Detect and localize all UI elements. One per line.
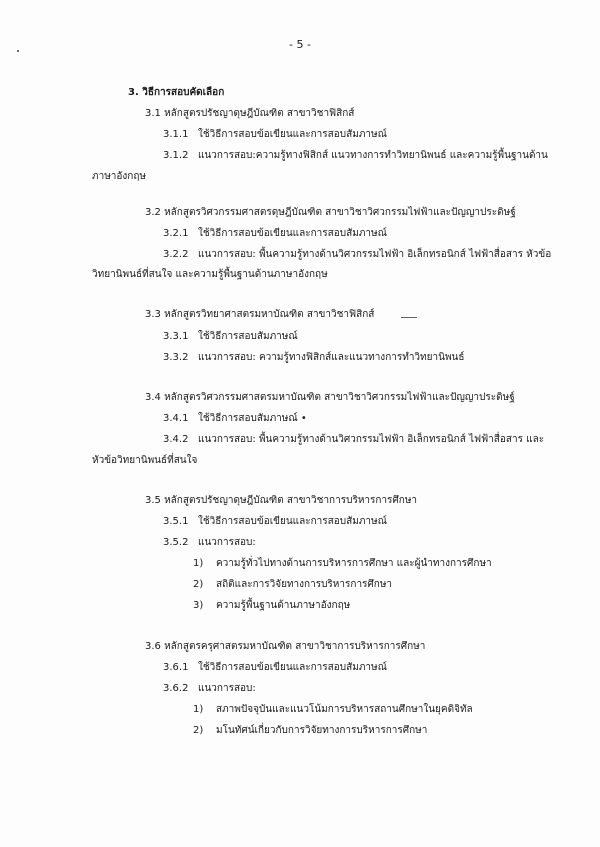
item-3-6-1 <box>163 661 387 675</box>
item-number: 3.4.1 <box>163 413 189 424</box>
item-text: ใช้วิธีการสอบสัมภาษณ์ • <box>198 413 307 424</box>
item-text: ใช้วิธีการสอบข้อเขียนและการสอบสัมภาษณ์ <box>198 662 387 673</box>
item-3-5-2 <box>163 536 256 550</box>
program-3-2-title: 3.2 หลักสูตรวิศวกรรมศาสตรดุษฎีบัณฑิต สาขาวิชาวิศวกรรมไฟฟ้าและปัญญาประดิษฐ์ <box>145 207 516 218</box>
item-text: แนวการสอบ: ความรู้ทางฟิสิกส์และแนวทางการทำวิทยานิพนธ์ <box>198 352 465 363</box>
sub-item-number: 2) <box>193 579 204 590</box>
item-3-4-2-continued: หัวข้อวิทยานิพนธ์ที่สนใจ <box>92 455 198 466</box>
item-number: 3.5.2 <box>163 537 189 548</box>
item-number: 3.1.2 <box>163 150 189 161</box>
scan-mark <box>401 317 417 318</box>
item-3-3-1 <box>163 330 298 344</box>
sub-item-number: 1) <box>193 704 204 715</box>
item-text: แนวการสอบ: พื้นความรู้ทางด้านวิศวกรรมไฟฟ้า อิเล็กทรอนิกส์ ไฟฟ้าสื่อสาร และ <box>198 434 545 445</box>
item-3-6-2 <box>163 682 256 696</box>
item-number: 3.5.1 <box>163 516 189 527</box>
item-number: 3.4.2 <box>163 434 189 445</box>
item-text: แนวการสอบ: <box>198 537 256 548</box>
sub-item-number: 3) <box>193 600 204 611</box>
item-3-1-2 <box>163 149 548 163</box>
item-text: ใช้วิธีการสอบสัมภาษณ์ <box>198 331 298 342</box>
item-number: 3.6.1 <box>163 662 189 673</box>
sub-item-text: ความรู้ทั่วไปทางด้านการบริหารการศึกษา และผู้นำทางการศึกษา <box>215 558 492 569</box>
page-number: - 5 - <box>289 38 311 51</box>
item-3-4-2 <box>163 433 544 447</box>
program-3-1-title: 3.1 หลักสูตรปรัชญาดุษฎีบัณฑิต สาขาวิชาฟิสิกส์ <box>145 108 355 119</box>
program-3-3-title: 3.3 หลักสูตรวิทยาศาสตรมหาบัณฑิต สาขาวิชาฟิสิกส์ <box>145 309 375 320</box>
sub-item-text: มโนทัศน์เกี่ยวกับการวิจัยทางการบริหารการศึกษา <box>215 725 428 736</box>
sub-item-3-6-2-2 <box>193 724 427 738</box>
sub-item-3-5-2-2 <box>193 578 392 592</box>
sub-item-3-5-2-3 <box>193 599 350 613</box>
section-heading: 3. วิธีการสอบคัดเลือก <box>128 87 225 98</box>
item-text: ใช้วิธีการสอบข้อเขียนและการสอบสัมภาษณ์ <box>198 228 387 239</box>
item-text: แนวการสอบ:ความรู้ทางฟิสิกส์ แนวทางการทำวิทยานิพนธ์ และความรู้พื้นฐานด้าน <box>198 150 548 161</box>
sub-item-3-6-2-1 <box>193 703 473 717</box>
sub-item-3-5-2-1 <box>193 557 492 571</box>
item-number: 3.2.2 <box>163 249 189 260</box>
item-3-1-2-continued: ภาษาอังกฤษ <box>92 171 147 182</box>
sub-item-number: 1) <box>193 558 204 569</box>
item-3-3-2 <box>163 351 464 365</box>
item-3-5-1 <box>163 515 387 529</box>
sub-item-text: สภาพปัจจุบันและแนวโน้มการบริหารสถานศึกษาในยุคดิจิทัล <box>215 704 473 715</box>
sub-item-number: 2) <box>193 725 204 736</box>
item-number: 3.6.2 <box>163 683 189 694</box>
scan-speck <box>17 50 19 52</box>
item-text: แนวการสอบ: <box>198 683 256 694</box>
item-text: ใช้วิธีการสอบข้อเขียนและการสอบสัมภาษณ์ <box>198 129 387 140</box>
item-text: ใช้วิธีการสอบข้อเขียนและการสอบสัมภาษณ์ <box>198 516 387 527</box>
item-3-4-1 <box>163 412 307 426</box>
program-3-5-title: 3.5 หลักสูตรปรัชญาดุษฎีบัณฑิต สาขาวิชาการบริหารการศึกษา <box>145 495 418 506</box>
sub-item-text: ความรู้พื้นฐานด้านภาษาอังกฤษ <box>215 600 351 611</box>
item-3-1-1 <box>163 128 387 142</box>
item-3-2-1 <box>163 227 387 241</box>
sub-item-text: สถิติและการวิจัยทางการบริหารการศึกษา <box>215 579 393 590</box>
item-number: 3.1.1 <box>163 129 189 140</box>
item-number: 3.2.1 <box>163 228 189 239</box>
item-text: แนวการสอบ: พื้นความรู้ทางด้านวิศวกรรมไฟฟ้า อิเล็กทรอนิกส์ ไฟฟ้าสื่อสาร หัวข้อ <box>198 249 552 260</box>
program-3-4-title: 3.4 หลักสูตรวิศวกรรมศาสตรมหาบัณฑิต สาขาวิชาวิศวกรรมไฟฟ้าและปัญญาประดิษฐ์ <box>145 392 515 403</box>
item-3-2-2-continued: วิทยานิพนธ์ที่สนใจ และความรู้พื้นฐานด้านภาษาอังกฤษ <box>92 269 328 280</box>
item-number: 3.3.1 <box>163 331 189 342</box>
item-number: 3.3.2 <box>163 352 189 363</box>
item-3-2-2 <box>163 248 551 262</box>
program-3-6-title: 3.6 หลักสูตรครุศาสตรมหาบัณฑิต สาขาวิชาการบริหารการศึกษา <box>145 641 426 652</box>
